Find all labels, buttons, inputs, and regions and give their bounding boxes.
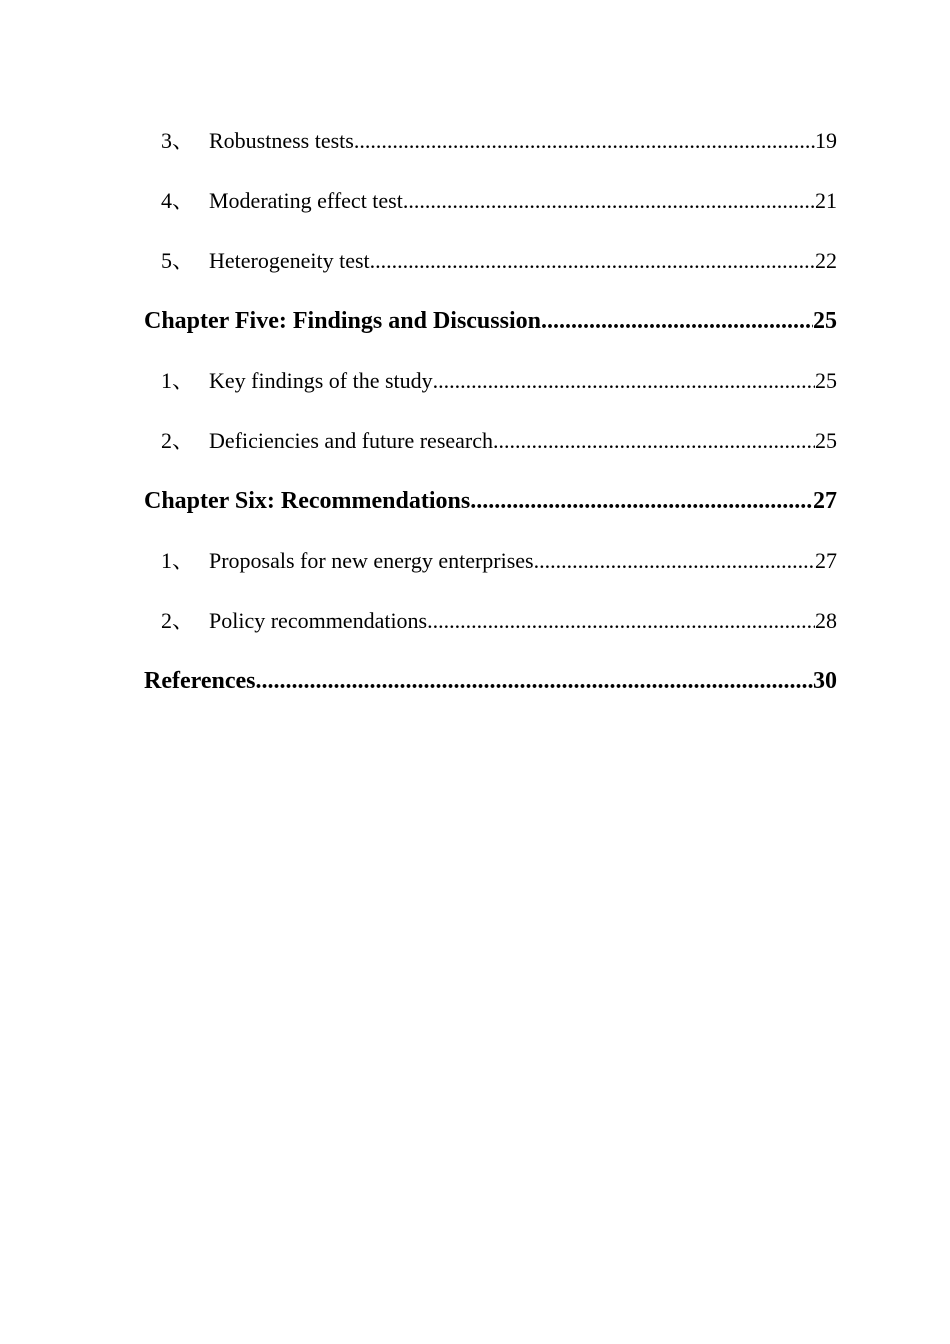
toc-entry-page: 30 bbox=[813, 668, 837, 694]
toc-dot-leader bbox=[534, 544, 815, 578]
toc-entry-number: 2、 bbox=[161, 608, 195, 633]
toc-entry-key-findings[interactable] bbox=[144, 364, 837, 424]
toc-entry-page: 27 bbox=[813, 488, 837, 514]
toc-entry-robustness-tests[interactable] bbox=[144, 124, 837, 184]
toc-entry-title: Moderating effect test bbox=[209, 188, 403, 213]
toc-chapter-title: Chapter Six: Recommendations bbox=[144, 488, 471, 514]
toc-references[interactable] bbox=[144, 664, 837, 724]
toc-entry-title: Deficiencies and future research bbox=[209, 428, 494, 453]
toc-entry-title: Heterogeneity test bbox=[209, 248, 370, 273]
toc-entry-page: 21 bbox=[815, 188, 837, 213]
toc-entry-title: Proposals for new energy enterprises bbox=[209, 548, 534, 573]
toc-dot-leader bbox=[427, 604, 815, 638]
toc-entry-page: 22 bbox=[815, 248, 837, 273]
toc-entry-moderating-effect-test[interactable] bbox=[144, 184, 837, 244]
toc-entry-deficiencies[interactable] bbox=[144, 424, 837, 484]
toc-dot-leader bbox=[354, 124, 815, 158]
toc-dot-leader bbox=[403, 184, 815, 218]
toc-entry-policy-recommendations[interactable] bbox=[144, 604, 837, 664]
toc-entry-page: 19 bbox=[815, 128, 837, 153]
toc-dot-leader bbox=[541, 304, 813, 338]
table-of-contents bbox=[144, 124, 837, 724]
toc-chapter-five[interactable] bbox=[144, 304, 837, 364]
toc-entry-page: 25 bbox=[815, 428, 837, 453]
toc-entry-number: 4、 bbox=[161, 188, 195, 213]
toc-entry-proposals[interactable] bbox=[144, 544, 837, 604]
toc-dot-leader bbox=[370, 244, 815, 278]
toc-dot-leader bbox=[470, 484, 813, 518]
toc-entry-number: 1、 bbox=[161, 548, 195, 573]
toc-entry-title: Policy recommendations bbox=[209, 608, 428, 633]
toc-entry-page: 25 bbox=[815, 368, 837, 393]
toc-dot-leader bbox=[433, 364, 815, 398]
toc-entry-number: 1、 bbox=[161, 368, 195, 393]
toc-chapter-title: Chapter Five: Findings and Discussion bbox=[144, 308, 541, 334]
toc-entry-page: 25 bbox=[813, 308, 837, 334]
toc-chapter-title: References bbox=[144, 668, 256, 694]
toc-chapter-six[interactable] bbox=[144, 484, 837, 544]
toc-dot-leader bbox=[256, 664, 814, 698]
toc-entry-number: 3、 bbox=[161, 128, 195, 153]
toc-entry-number: 5、 bbox=[161, 248, 195, 273]
toc-entry-heterogeneity-test[interactable] bbox=[144, 244, 837, 304]
toc-entry-title: Robustness tests bbox=[209, 128, 354, 153]
toc-entry-page: 28 bbox=[815, 608, 837, 633]
toc-entry-title: Key findings of the study bbox=[209, 368, 433, 393]
toc-entry-page: 27 bbox=[815, 548, 837, 573]
toc-entry-number: 2、 bbox=[161, 428, 195, 453]
toc-dot-leader bbox=[493, 424, 815, 458]
